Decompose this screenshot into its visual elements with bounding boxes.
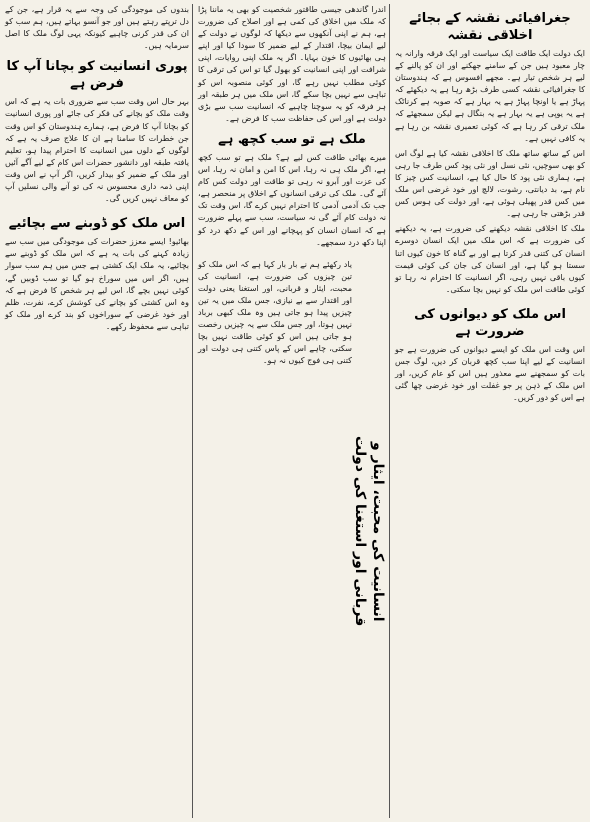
vertical-section-heading: انسانیت کی محبت، ایثار و قربانی اور استغنا کی دولت — [352, 436, 386, 627]
middle-lower-block — [198, 259, 352, 368]
section-heading: پوری انسانیت کو بچانا آپ کا فرض ہے — [6, 59, 188, 92]
paragraph: بھائیو! ایسے معزز حضرات کی موجودگی میں سب سے زیادہ کہنے کی بات یہ ہے کہ اس ملک کو ڈوبنے سے بچائیے، یہ ملک ایک کشتی ہے جس میں ہم سب سوار ہیں، اگر اس میں سوراخ ہو گیا تو سب ڈوبیں گے، کوئی نہیں بچے گا، اس لیے ہر شخص کا فرض ہے کہ وہ اس کشتی کو بچانے کی کوشش کرے، نفرت، ظلم اور خود غرضی کے سوراخوں کو بند کرے اور ملک کو تباہی سے محفوظ رکھے۔ — [5, 237, 189, 331]
paragraph: یاد رکھئے ہم نے بار بار کہا ہے کہ اس ملک کو تین چیزوں کی ضرورت ہے، انسانیت کی محبت، ایثار و قربانی، اور استغنا یعنی دولت اور اقتدار سے بے نیازی، جس ملک میں یہ تین چیزیں پیدا ہو جاتی ہیں وہ ملک کبھی برباد نہیں ہوتا، اور جس ملک سے یہ چیزیں رخصت ہو جاتی ہیں اس کو کوئی طاقت نہیں بچا سکتی، چاہے اس کے پاس کتنی ہی دولت اور کتنی ہی فوج کیوں نہ ہو۔ — [198, 259, 352, 366]
section-heading: اس ملک کو ڈوبنے سے بچائیے — [8, 216, 186, 232]
left-column — [2, 4, 193, 818]
paragraph: بندوں کی موجودگی کی وجہ سے یہ قرار ہے، جن کے دل ترپتے رہتے ہیں اور جو آنسو بہاتے ہیں، ہم سب کو ان کی قدر کرنی چاہیے کیونکہ یہی لوگ ملک کا اصل سرمایہ ہیں۔ — [5, 5, 189, 51]
paragraph: میرے بھائی طاقت کس لیے ہے؟ ملک ہے تو سب کچھ ہے، اگر ملک ہی نہ رہا، اس کا امن و امان نہ رہا، اس کی عزت اور آبرو نہ رہی تو طاقت اور دولت کس کام آئے گی۔ ملک کی ترقی انسانوں کے اخلاق پر منحصر ہے، جب تک آدمی آدمی کا احترام نہیں کرے گا، اس وقت تک نہ دولت کام آئے گی نہ سیاست، سب سے پہلے ضرورت ہے کہ انسان انسان کو پہچانے اور اس کے دکھ درد کو اپنا دکھ درد سمجھے۔ — [198, 152, 386, 247]
paragraph: اس وقت اس ملک کو ایسے دیوانوں کی ضرورت ہے جو انسانیت کے لیے اپنا سب کچھ قربان کر دیں، لوگ جس بات کو سمجھنے سے معذور ہیں اس کو عام کریں، اور اس ملک کے ذہن پر جو غفلت اور خود غرضی چھا گئی ہے اس کو دور کریں۔ — [395, 344, 585, 403]
right-column — [392, 4, 588, 818]
section-heading: اس ملک کو دیوانوں کی ضرورت ہے — [414, 306, 566, 339]
paragraph: بہر حال اس وقت سب سے ضروری بات یہ ہے کہ اس وقت ملک کو بچانے کی فکر کی جائے اور پوری انسانیت کو بچانا آپ کا فرض ہے، ہمارے ہندوستان کو اس وقت جن خطرات کا سامنا ہے ان کا علاج صرف یہ ہے کہ لوگوں کے دلوں میں انسانیت کا احترام پیدا ہو، تعلیم یافتہ طبقہ اور دانشور حضرات اس کام کے لیے آگے آئیں اور ملک کے ضمیر کو بیدار کریں، اگر آپ نے اس وقت اپنی ذمہ داری محسوس نہ کی تو آنے والی نسلیں آپ کو معاف نہیں کریں گی۔ — [5, 97, 189, 204]
section-heading: ملک ہے تو سب کچھ ہے — [218, 131, 366, 147]
paragraph: ملک کا اخلاقی نقشہ دیکھنے کی ضرورت ہے، یہ دیکھنے کی ضرورت ہے کہ اس ملک میں ایک انسان دوسرے انسان کی کتنی قدر کرتا ہے اور بے گناہ کا خون کیوں اتنا سستا ہو گیا ہے، اور انسان کی جان کی کوئی قیمت کیوں باقی نہیں رہی، اگر انسانیت کا احترام نہ رہا تو کوئی طاقت اس ملک کو نہیں بچا سکتی۔ — [395, 224, 585, 294]
middle-column — [195, 4, 390, 818]
paragraph: اس کے ساتھ ساتھ ملک کا اخلاقی نقشہ کیا ہے لوگ اس کو بھی سوچیں، نئی نسل اور نئی پود کس طرف جا رہی ہے، ہماری نئی پود کا حال کیا ہے، انسانیت کس چیز کا نام ہے، بد دیانتی، رشوت، لالچ اور خود غرضی اس ملک میں کس قدر پھیلی ہوئی ہے، اور دولت کی ہوس کس قدر بڑھتی جا رہی ہے۔ — [395, 148, 585, 219]
paragraph: ایک دولت ایک طاقت ایک سیاست اور ایک قرقہ وارانہ یہ چار معبود ہیں جن کے سامنے جھکنے اور ان کو پالنے کے لیے ہر شخص تیار ہے۔ مجھے افسوس ہے کہ ہندوستان کا جغرافیائی نقشہ کسی طرف بڑھ رہا ہے یہ دیکھئے کہ پہاڑ ہے یا اونچا پہاڑ ہے یہ بہار ہے کہ صوبہ ہے کرناٹک ہے یہ یوپی ہے یہ بہار ہے یہ بنگال ہے لیکن سمجھئے کہ ملک ترقی کر رہا ہے کہ کوئی تعمیری نقشہ بن رہا ہے یہ کافی نہیں ہے۔ — [395, 49, 585, 143]
paragraph: اندرا گاندھی جیسی طاقتور شخصیت کو بھی یہ ماننا پڑا کہ ملک میں اخلاق کی کمی ہے اور اصلاح کی ضرورت ہے، ہم نے اپنی آنکھوں سے دیکھا کہ لوگوں نے دولت کے لیے ایمان بیچا، اقتدار کے لیے ضمیر کا سودا کیا اور اپنے ہی بھائیوں کا خون بہایا۔ اگر یہ ملک اپنی روایات، اپنی شرافت اور اپنی انسانیت کو بھول گیا تو اس کی ترقی کا کوئی مطلب نہیں رہے گا، اور کوئی منصوبہ اس کو تباہی سے نہیں بچا سکے گا، اس ملک میں ہر طبقہ اور ہر فرقہ کو یہ سوچنا چاہیے کہ انسانیت سب سے بڑی دولت ہے اور اس کی حفاظت سب کا فرض ہے۔ — [198, 5, 386, 123]
section-heading: جغرافیائی نقشہ کے بجائے اخلاقی نقشہ — [409, 11, 571, 43]
